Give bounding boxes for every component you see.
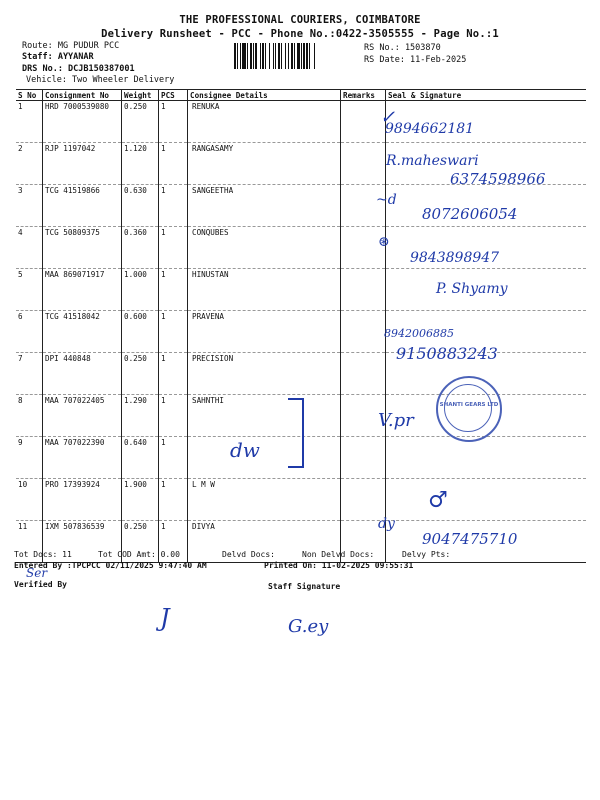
row-weight: 0.600 <box>122 311 159 353</box>
total-cod-amount: Tot COD Amt: 0.00 <box>98 550 180 559</box>
handwritten-signature: R.maheswari <box>386 153 479 169</box>
handwritten-phone: 9047475710 <box>422 530 518 548</box>
handwritten-signature: ~d <box>376 192 397 208</box>
row-consignee: RANGASAMY <box>188 143 341 185</box>
row-remarks <box>341 227 386 269</box>
row-remarks <box>341 269 386 311</box>
row-seal-signature <box>386 311 587 353</box>
barcode-bar <box>315 43 317 69</box>
handwritten-phone: 9150883243 <box>396 344 498 363</box>
table-row <box>16 311 586 353</box>
rs-date: RS Date: 11-Feb-2025 <box>364 55 467 65</box>
row-seal-signature <box>386 479 587 521</box>
staff-signature: G.ey <box>288 616 329 637</box>
handwritten-initials: Ser <box>26 566 48 580</box>
row-remarks <box>341 395 386 437</box>
handwritten-signature: ⊛ <box>378 234 390 250</box>
verified-by-label: Verified By <box>14 580 67 589</box>
row-weight: 0.640 <box>122 437 159 479</box>
row-weight: 0.630 <box>122 185 159 227</box>
table-header-row <box>16 90 586 101</box>
row-remarks <box>341 185 386 227</box>
table-row <box>16 479 586 521</box>
delivered-docs: Delvd Docs: <box>222 550 275 559</box>
table-row <box>16 143 586 185</box>
row-pcs: 1 <box>159 101 188 143</box>
row-seal-signature <box>386 269 587 311</box>
runsheet-table <box>16 89 586 563</box>
row-seal-signature <box>386 227 587 269</box>
col-seal-signature: Seal & Signature <box>386 90 587 101</box>
table-row <box>16 437 586 479</box>
route-label: Route: MG PUDUR PCC <box>22 41 120 51</box>
handwritten-phone: 8072606054 <box>422 205 518 223</box>
table-row <box>16 269 586 311</box>
row-remarks <box>341 479 386 521</box>
row-seal-signature <box>386 437 587 479</box>
row-pcs: 1 <box>159 521 188 563</box>
row-consignment-no: MAA 869071917 <box>43 269 122 311</box>
row-remarks <box>341 101 386 143</box>
barcode-image <box>234 43 358 69</box>
row-pcs: 1 <box>159 185 188 227</box>
staff-signature-label: Staff Signature <box>268 582 341 591</box>
row-consignee: PRECISION <box>188 353 341 395</box>
handwritten-phone: 6374598966 <box>450 170 546 188</box>
col-pcs: PCS <box>159 90 188 101</box>
row-seal-signature <box>386 185 587 227</box>
vehicle-label: Vehicle: Two Wheeler Delivery <box>26 75 175 85</box>
drs-number: DRS No.: DCJB150387001 <box>22 64 135 74</box>
handwritten-phone: 8942006885 <box>384 327 454 340</box>
row-consignment-no: RJP 1197042 <box>43 143 122 185</box>
row-remarks <box>341 143 386 185</box>
row-consignee <box>188 437 341 479</box>
row-weight: 1.120 <box>122 143 159 185</box>
row-consignee: CONQUBES <box>188 227 341 269</box>
rs-number: RS No.: 1503870 <box>364 43 441 53</box>
row-weight: 0.360 <box>122 227 159 269</box>
row-consignment-no: PRO 17393924 <box>43 479 122 521</box>
row-weight: 0.250 <box>122 521 159 563</box>
row-sno: 7 <box>16 353 43 395</box>
row-consignee: PRAVENA <box>188 311 341 353</box>
total-docs: Tot Docs: 11 <box>14 550 72 559</box>
row-remarks <box>341 437 386 479</box>
row-weight: 1.290 <box>122 395 159 437</box>
printed-on: Printed On: 11-02-2025 09:55:31 <box>264 561 414 570</box>
row-sno: 9 <box>16 437 43 479</box>
row-consignee: SAHNTHI <box>188 395 341 437</box>
row-sno: 4 <box>16 227 43 269</box>
row-pcs: 1 <box>159 143 188 185</box>
delivery-points: Delvy Pts: <box>402 550 451 559</box>
row-seal-signature <box>386 101 587 143</box>
row-consignee: L M W <box>188 479 341 521</box>
row-consignee: DIVYA <box>188 521 341 563</box>
row-pcs: 1 <box>159 311 188 353</box>
row-pcs: 1 <box>159 269 188 311</box>
row-consignment-no: HRD 7000539080 <box>43 101 122 143</box>
handwritten-signature: ✓ <box>380 107 396 128</box>
row-consignment-no: DPI 440848 <box>43 353 122 395</box>
row-consignment-no: IXM 507836539 <box>43 521 122 563</box>
col-remarks: Remarks <box>341 90 386 101</box>
company-title: THE PROFESSIONAL COURIERS, COIMBATORE <box>179 14 421 26</box>
handwritten-signature: dy <box>378 516 395 532</box>
row-consignee: HINUSTAN <box>188 269 341 311</box>
non-delivered-docs: Non Delvd Docs: <box>302 550 375 559</box>
table-row <box>16 101 586 143</box>
row-remarks <box>341 353 386 395</box>
col-sno: S No <box>16 90 43 101</box>
runsheet-subtitle: Delivery Runsheet - PCC - Phone No.:0422-3505555 - Page No.:1 <box>101 28 499 40</box>
row-remarks <box>341 311 386 353</box>
stamp-text: SHANTI GEARS LTD <box>439 402 499 408</box>
handwritten-phone: 9843898947 <box>410 250 500 266</box>
row-pcs: 1 <box>159 227 188 269</box>
row-pcs: 1 <box>159 479 188 521</box>
row-sno: 5 <box>16 269 43 311</box>
handwritten-signature: P. Shyamy <box>436 281 508 297</box>
row-sno: 10 <box>16 479 43 521</box>
table-row <box>16 353 586 395</box>
row-consignee: SANGEETHA <box>188 185 341 227</box>
row-weight: 1.900 <box>122 479 159 521</box>
col-consignment: Consignment No <box>43 90 122 101</box>
handwritten-phone: 9894662181 <box>385 121 475 137</box>
verifier-signature: J <box>160 604 170 632</box>
col-weight: Weight <box>122 90 159 101</box>
table-row <box>16 185 586 227</box>
row-pcs: 1 <box>159 353 188 395</box>
row-sno: 1 <box>16 101 43 143</box>
handwritten-signature: ♂ <box>428 488 448 513</box>
company-stamp <box>436 376 502 442</box>
row-pcs: 1 <box>159 395 188 437</box>
col-consignee: Consignee Details <box>188 90 341 101</box>
row-consignment-no: MAA 707022405 <box>43 395 122 437</box>
row-weight: 0.250 <box>122 353 159 395</box>
row-sno: 6 <box>16 311 43 353</box>
row-consignee: RENUKA <box>188 101 341 143</box>
entered-by: Entered By :TPCPCC 02/11/2025 9:47:40 AM <box>14 561 207 570</box>
row-consignment-no: TCG 50809375 <box>43 227 122 269</box>
row-sno: 11 <box>16 521 43 563</box>
row-consignment-no: MAA 707022390 <box>43 437 122 479</box>
row-sno: 8 <box>16 395 43 437</box>
handwritten-signature: V.pr <box>378 410 414 431</box>
row-consignment-no: TCG 41518042 <box>43 311 122 353</box>
row-sno: 2 <box>16 143 43 185</box>
handwritten-signature: dw <box>230 438 260 462</box>
row-seal-signature <box>386 143 587 185</box>
row-weight: 1.000 <box>122 269 159 311</box>
row-sno: 3 <box>16 185 43 227</box>
row-pcs: 1 <box>159 437 188 479</box>
staff-label: Staff: AYYANAR <box>22 52 94 62</box>
row-consignment-no: TCG 41519866 <box>43 185 122 227</box>
table-row <box>16 227 586 269</box>
row-weight: 0.250 <box>122 101 159 143</box>
